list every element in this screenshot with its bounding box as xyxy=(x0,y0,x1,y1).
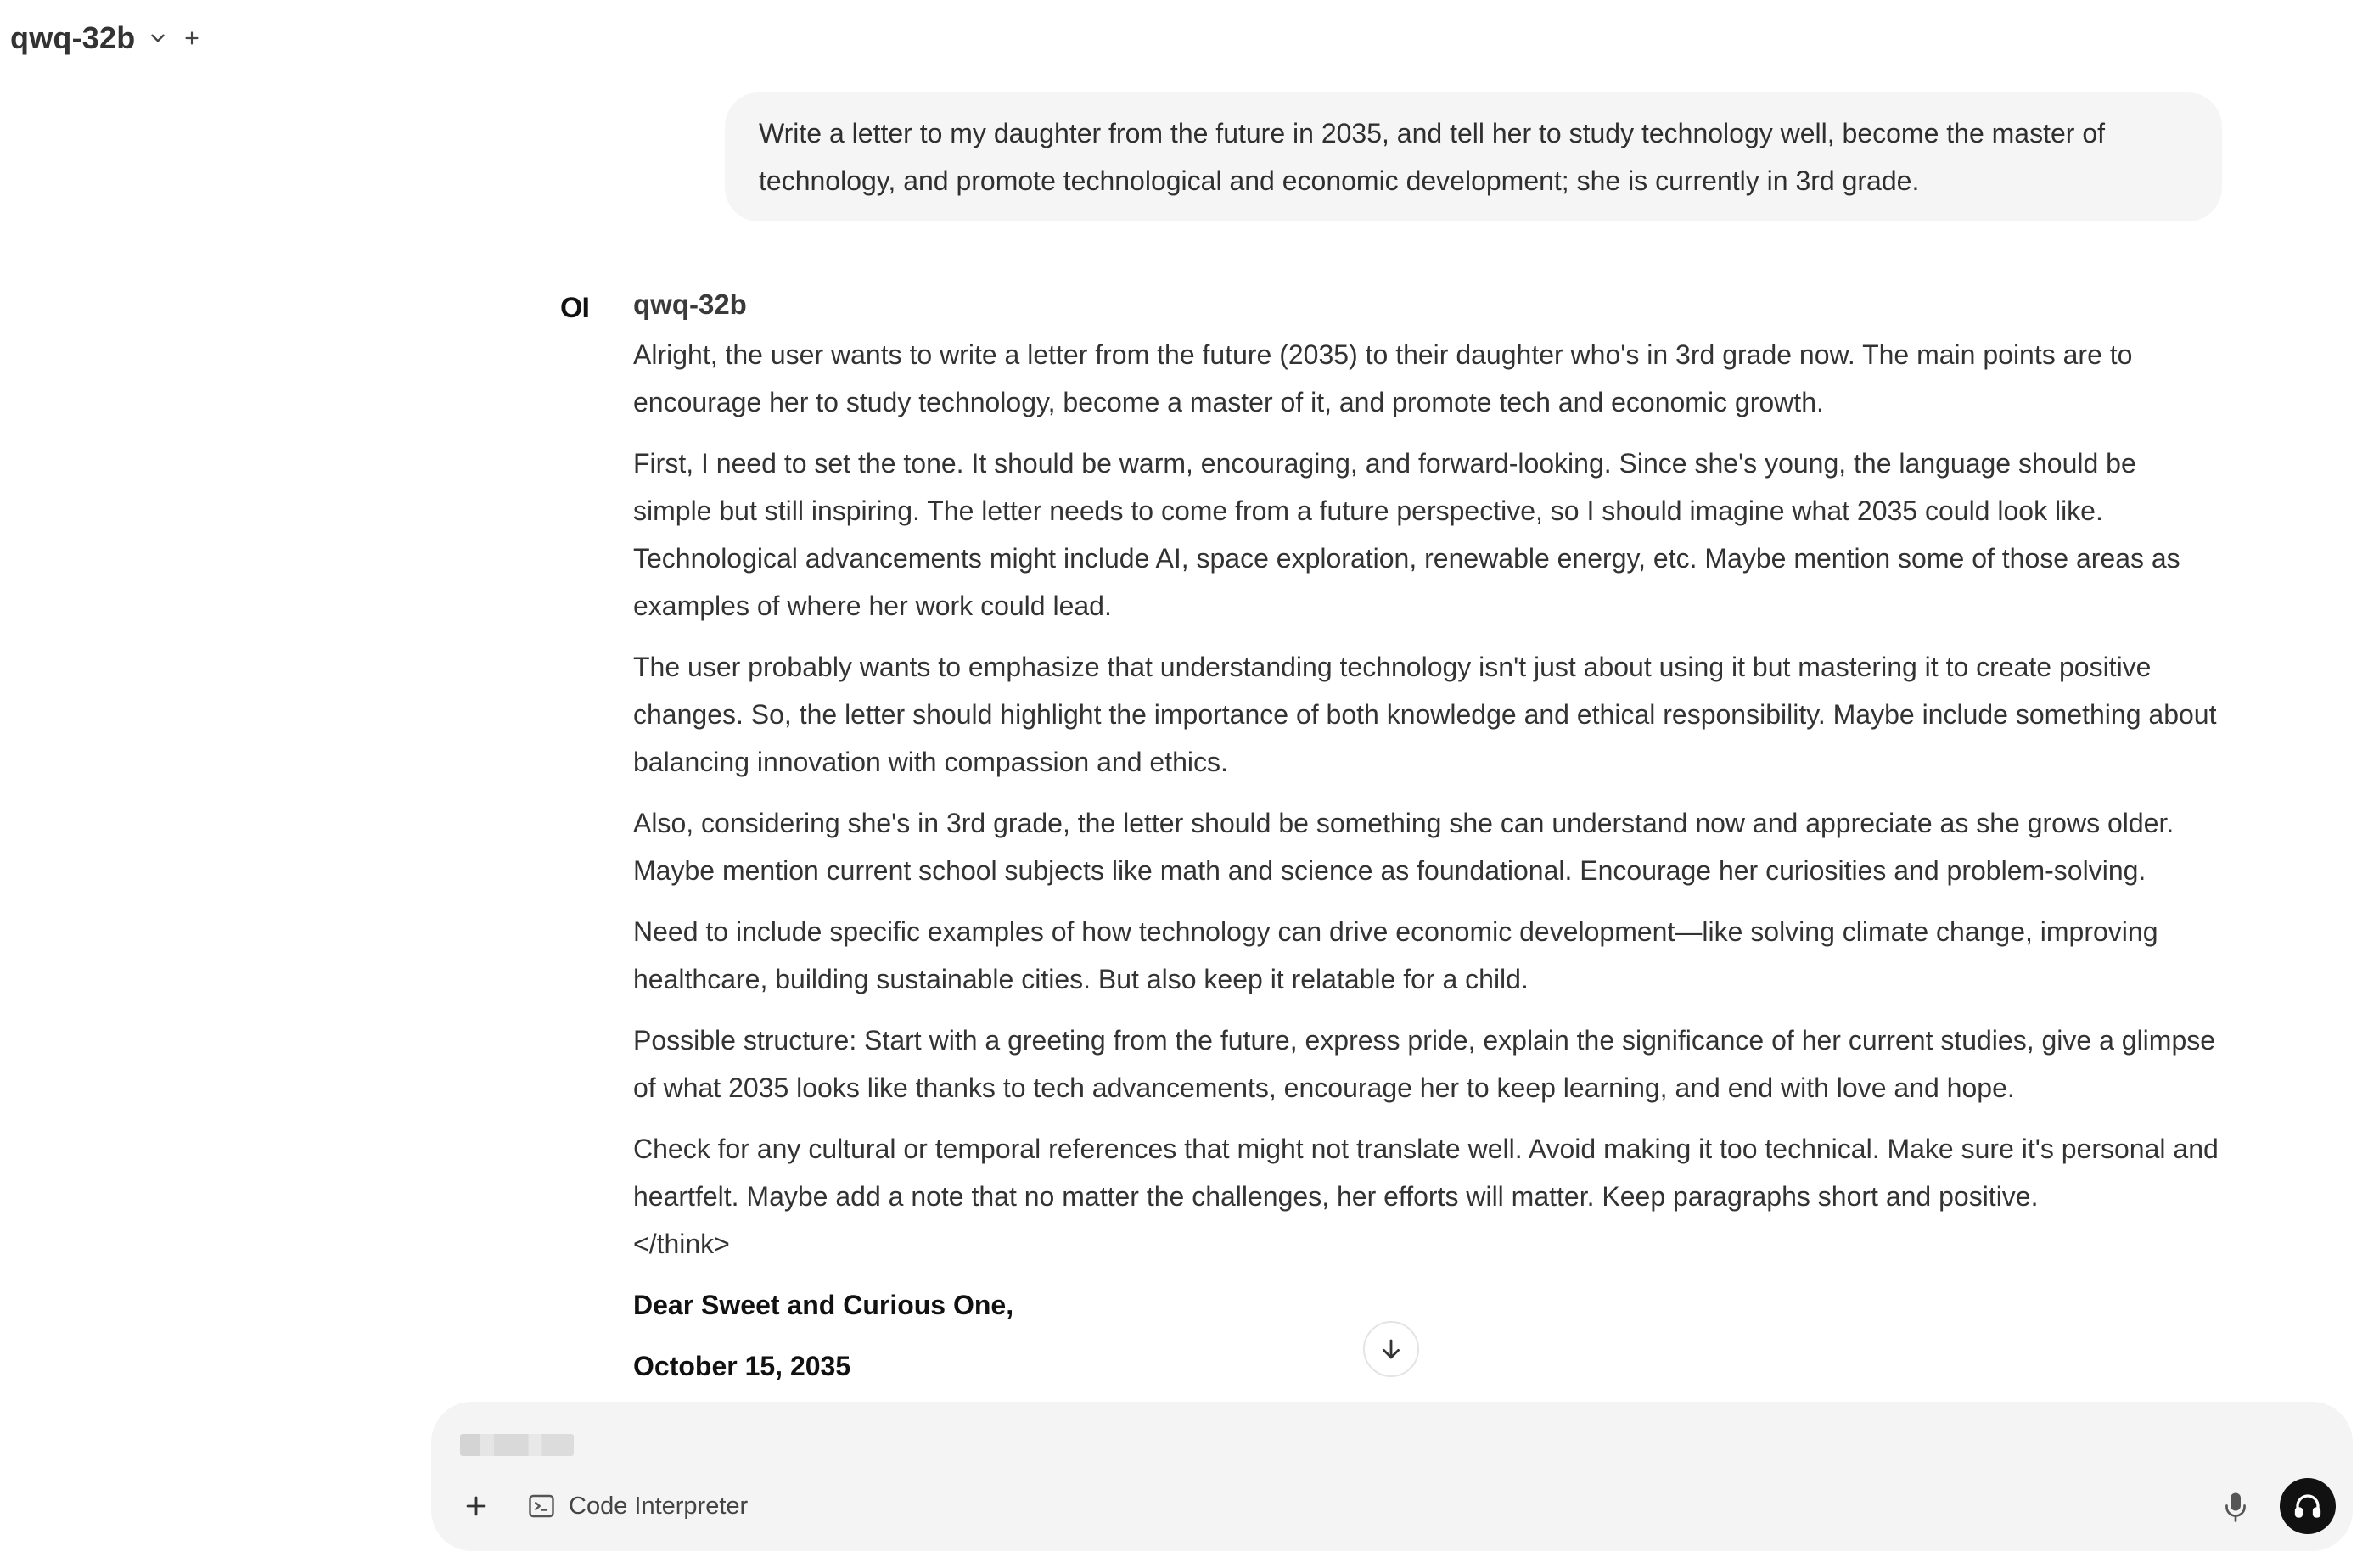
scroll-to-bottom-button[interactable] xyxy=(1363,1321,1419,1377)
voice-mode-button[interactable] xyxy=(2280,1478,2336,1534)
message-input[interactable] xyxy=(462,1422,2315,1471)
assistant-paragraph: First, I need to set the tone. It should be warm, encouraging, and forward-looking. Since she's young, the language should be simple but still inspiring. The letter needs to come from a future perspective, so I should imagine what 2035 could look like. Technological advancements might include AI, space exploration, renewable energy, etc. Maybe mention some of those areas as examples of where her work could lead. xyxy=(633,448,2180,621)
assistant-paragraph: Need to include specific examples of how technology can drive economic development—like solving climate change, improving healthcare, building sustainable cities. But also keep it relatable for a child. xyxy=(633,916,2158,994)
microphone-icon xyxy=(2220,1490,2251,1524)
headphones-icon xyxy=(2292,1491,2323,1521)
assistant-paragraph: Possible structure: Start with a greeting from the future, express pride, explain the significance of her current studies, give a glimpse of what 2035 looks like thanks to tech advancements, encourage her to keep learning, and end with love and hope. xyxy=(633,1025,2216,1103)
assistant-paragraph: Also, considering she's in 3rd grade, the letter should be something she can understand now and appreciate as she grows older. Maybe mention current school subjects like math and science as foundational. Encourage her curiosities and problem-solving. xyxy=(633,808,2174,886)
terminal-icon xyxy=(526,1491,557,1521)
letter-greeting: Dear Sweet and Curious One, xyxy=(633,1290,1014,1320)
model-selector-title[interactable]: qwq-32b xyxy=(10,20,136,55)
assistant-avatar-logo: OI xyxy=(560,292,589,324)
assistant-paragraph: The user probably wants to emphasize that understanding technology isn't just about using it but mastering it to create positive changes. So, the letter should highlight the importance of both knowledge and ethical responsibility. Maybe include something about balancing innovation with compassion and ethics. xyxy=(633,652,2217,777)
user-message-bubble: Write a letter to my daughter from the future in 2035, and tell her to study technology well, become the master of technology, and promote technological and economic development; she is currently in 3rd grade. xyxy=(725,92,2222,221)
plus-icon xyxy=(462,1492,491,1520)
assistant-paragraph: Alright, the user wants to write a letter from the future (2035) to their daughter who's in 3rd grade now. The main points are to encourage her to study technology, become a master of it, and promote tech and economic growth. xyxy=(633,339,2133,417)
code-interpreter-toggle[interactable] xyxy=(526,1487,748,1526)
assistant-name: qwq-32b xyxy=(633,288,747,320)
assistant-paragraph: Check for any cultural or temporal references that might not translate well. Avoid making it too technical. Make sure it's personal and heartfelt. Maybe add a note that no matter the challenges, her efforts will matter. Keep paragraphs short and positive. xyxy=(633,1134,2219,1212)
think-end-tag: </think> xyxy=(633,1229,730,1259)
letter-date: October 15, 2035 xyxy=(633,1351,851,1381)
code-interpreter-label: Code Interpreter xyxy=(569,1492,749,1520)
attach-plus-button[interactable] xyxy=(457,1487,496,1526)
new-model-plus-icon[interactable] xyxy=(181,27,203,49)
microphone-button[interactable] xyxy=(2217,1488,2254,1526)
assistant-message xyxy=(633,331,2220,1403)
arrow-down-icon xyxy=(1377,1335,1406,1364)
top-bar xyxy=(10,15,203,61)
chevron-down-icon[interactable] xyxy=(147,27,169,49)
message-composer xyxy=(431,1402,2353,1551)
